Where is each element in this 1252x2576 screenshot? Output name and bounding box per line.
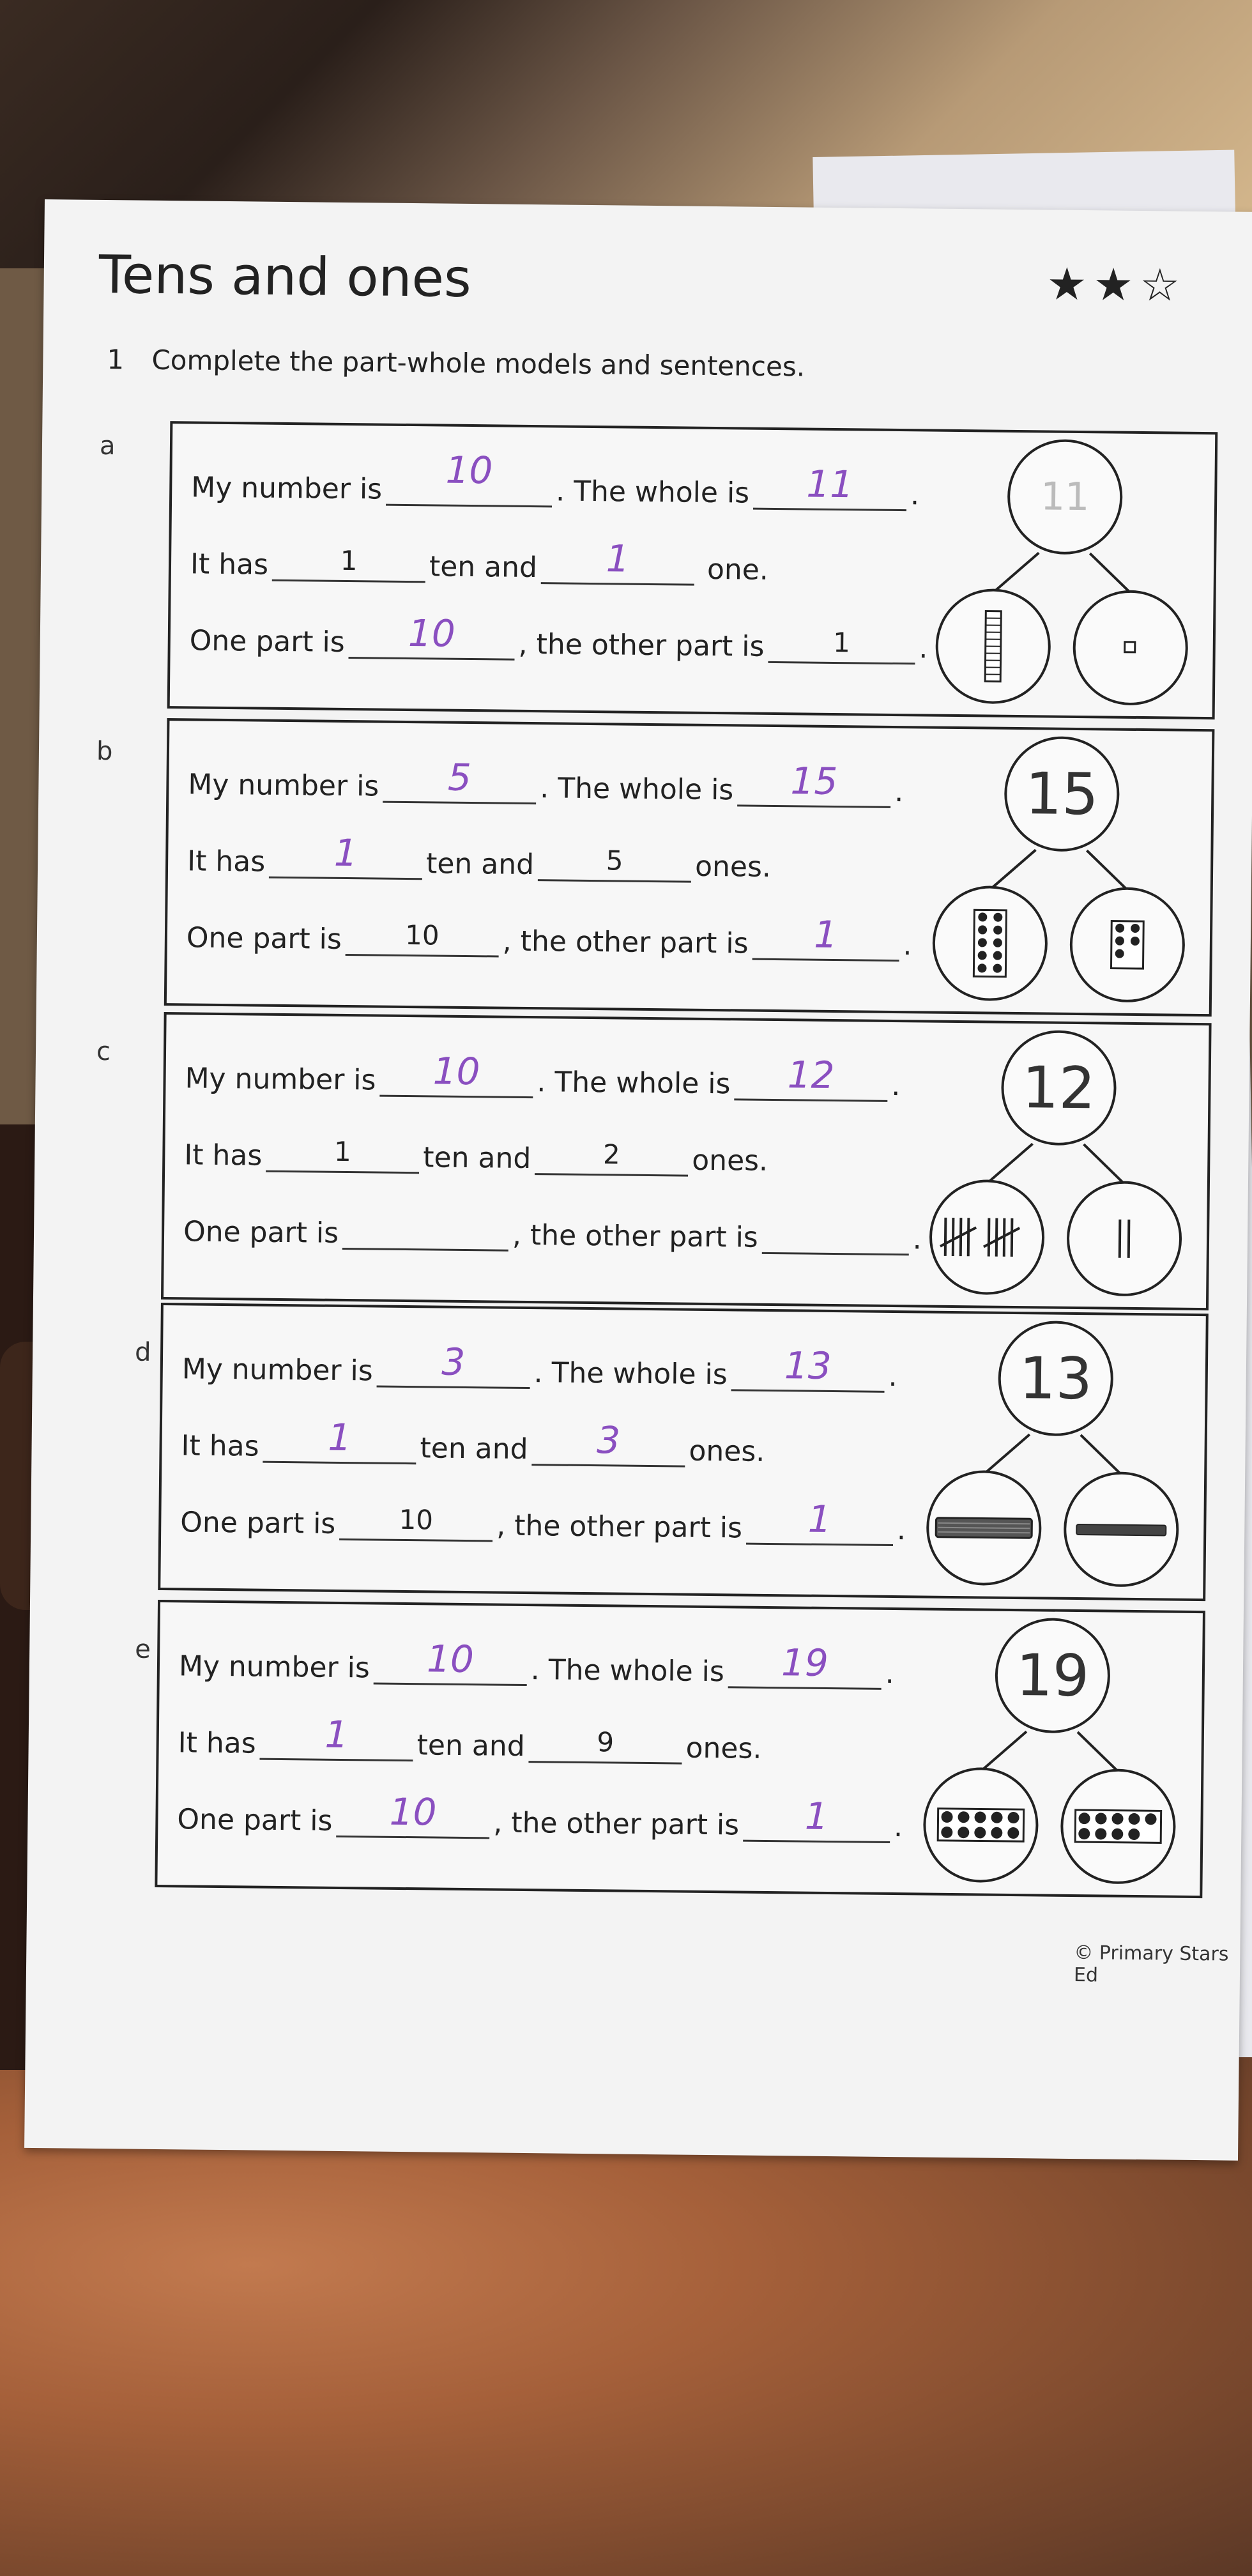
whole-blank[interactable]: 12 [734,1065,888,1102]
part-circle-ones [1063,1471,1179,1588]
section-d-row-1: My number is 3 . The whole is 13 . [181,1340,897,1393]
section-a-row-2: It has 1 ten and 1 one. [190,537,769,586]
section-d-panel [158,1303,1209,1601]
part-circle-tens [922,1767,1039,1883]
whole-blank[interactable]: 15 [737,771,891,808]
one-part-blank[interactable]: 10 [346,921,500,958]
ones-cube-icon [1123,640,1138,656]
my-number-blank[interactable]: 3 [376,1353,530,1390]
question-number: 1 [107,344,125,376]
part-circle-tens [932,885,1048,1002]
part-whole-model [919,1319,1190,1590]
part-whole-model [926,735,1196,1006]
part-circle-tens [935,588,1051,705]
part-whole-model [916,1616,1187,1887]
worksheet-page [24,199,1252,2161]
ten-frame-nine-icon [1073,1807,1163,1846]
section-e-row-3: One part is 10 , the other part is 1 . [177,1790,903,1844]
other-part-blank[interactable]: 1 [768,628,915,664]
whole-blank[interactable]: 19 [728,1653,882,1690]
dot-frame-icon [1108,919,1147,971]
part-whole-model [929,438,1200,709]
my-number-blank[interactable]: 5 [383,768,537,805]
section-d-row-3: One part is 10 , the other part is 1 . [180,1497,906,1547]
section-c-panel [161,1012,1212,1310]
my-number-blank[interactable]: 10 [386,471,553,508]
section-e-row-1: My number is 10 . The whole is 19 . [178,1637,895,1690]
section-b-row-2: It has 1 ten and 5 ones. [187,831,772,884]
section-e-panel [155,1600,1205,1898]
part-circle-tens [926,1470,1042,1586]
one-part-blank[interactable] [342,1215,509,1252]
tens-blank[interactable]: 1 [272,546,426,583]
section-b-panel [164,718,1215,1016]
ones-blank[interactable]: 2 [535,1140,689,1177]
my-number-blank[interactable]: 10 [379,1062,533,1099]
part-circle-ones [1066,1181,1182,1297]
ones-blank[interactable]: 5 [538,846,692,883]
section-a-panel [167,421,1218,719]
tally-marks-ten-icon [939,1211,1035,1264]
other-part-blank[interactable]: 1 [746,1510,894,1546]
ones-blank[interactable]: 1 [541,549,695,586]
tens-blank[interactable]: 1 [259,1725,413,1762]
section-label-c: c [96,1036,111,1067]
ones-blank[interactable]: 3 [531,1430,685,1468]
straws-icon [1073,1519,1169,1540]
other-part-blank[interactable]: 1 [743,1807,890,1843]
section-c-row-3: One part is , the other part is . [183,1215,922,1256]
question-text: Complete the part-whole models and sentences. [151,344,805,383]
section-d-row-2: It has 1 ten and 3 ones. [181,1415,765,1468]
ten-frame-full-icon [936,1805,1026,1844]
section-c-row-1: My number is 10 . The whole is 12 . [185,1049,901,1103]
section-a-row-1: My number is 10 . The whole is 11 . [191,448,920,512]
tens-blank[interactable]: 1 [269,843,423,880]
worksheet-title: Tens and ones [98,244,472,309]
one-part-blank[interactable]: 10 [336,1802,490,1839]
whole-circle: 15 [1004,736,1120,852]
whole-blank[interactable]: 13 [731,1356,885,1393]
tally-marks-two-icon [1108,1213,1141,1265]
whole-circle: 12 [1001,1030,1117,1146]
ten-frame-icon [970,908,1009,979]
tens-rod-icon [980,608,1006,684]
whole-circle: 13 [998,1321,1114,1437]
part-circle-ones [1069,887,1186,1003]
tens-blank[interactable]: 1 [263,1428,416,1465]
section-label-e: e [135,1634,151,1664]
section-a-row-3: One part is 10 , the other part is 1 . [189,611,928,665]
section-b-row-3: One part is 10 , the other part is 1 . [186,912,912,962]
part-circle-ones [1073,590,1189,706]
section-c-row-2: It has 1 ten and 2 ones. [184,1135,768,1177]
other-part-blank[interactable] [761,1219,909,1255]
section-b-row-1: My number is 5 . The whole is 15 . [188,755,904,809]
whole-circle: 11 [1007,439,1123,555]
whole-blank[interactable]: 11 [753,475,907,512]
question-prompt [107,344,805,382]
tens-blank[interactable]: 1 [266,1137,420,1174]
straws-bundle-icon [933,1512,1035,1545]
my-number-blank[interactable]: 10 [374,1650,528,1687]
ones-blank[interactable]: 9 [528,1728,682,1765]
other-part-blank[interactable]: 1 [752,925,899,962]
section-label-a: a [99,431,116,461]
difficulty-stars-icon: ★★☆ [1046,257,1187,312]
one-part-blank[interactable]: 10 [339,1505,493,1542]
one-part-blank[interactable]: 10 [348,624,515,661]
whole-circle: 19 [995,1618,1111,1734]
section-label-d: d [134,1337,151,1367]
copyright-notice: © Primary Stars Ed [1073,1942,1229,1987]
section-label-b: b [96,736,113,767]
section-e-row-2: It has 1 ten and 9 ones. [178,1712,762,1765]
part-whole-model [922,1029,1193,1300]
